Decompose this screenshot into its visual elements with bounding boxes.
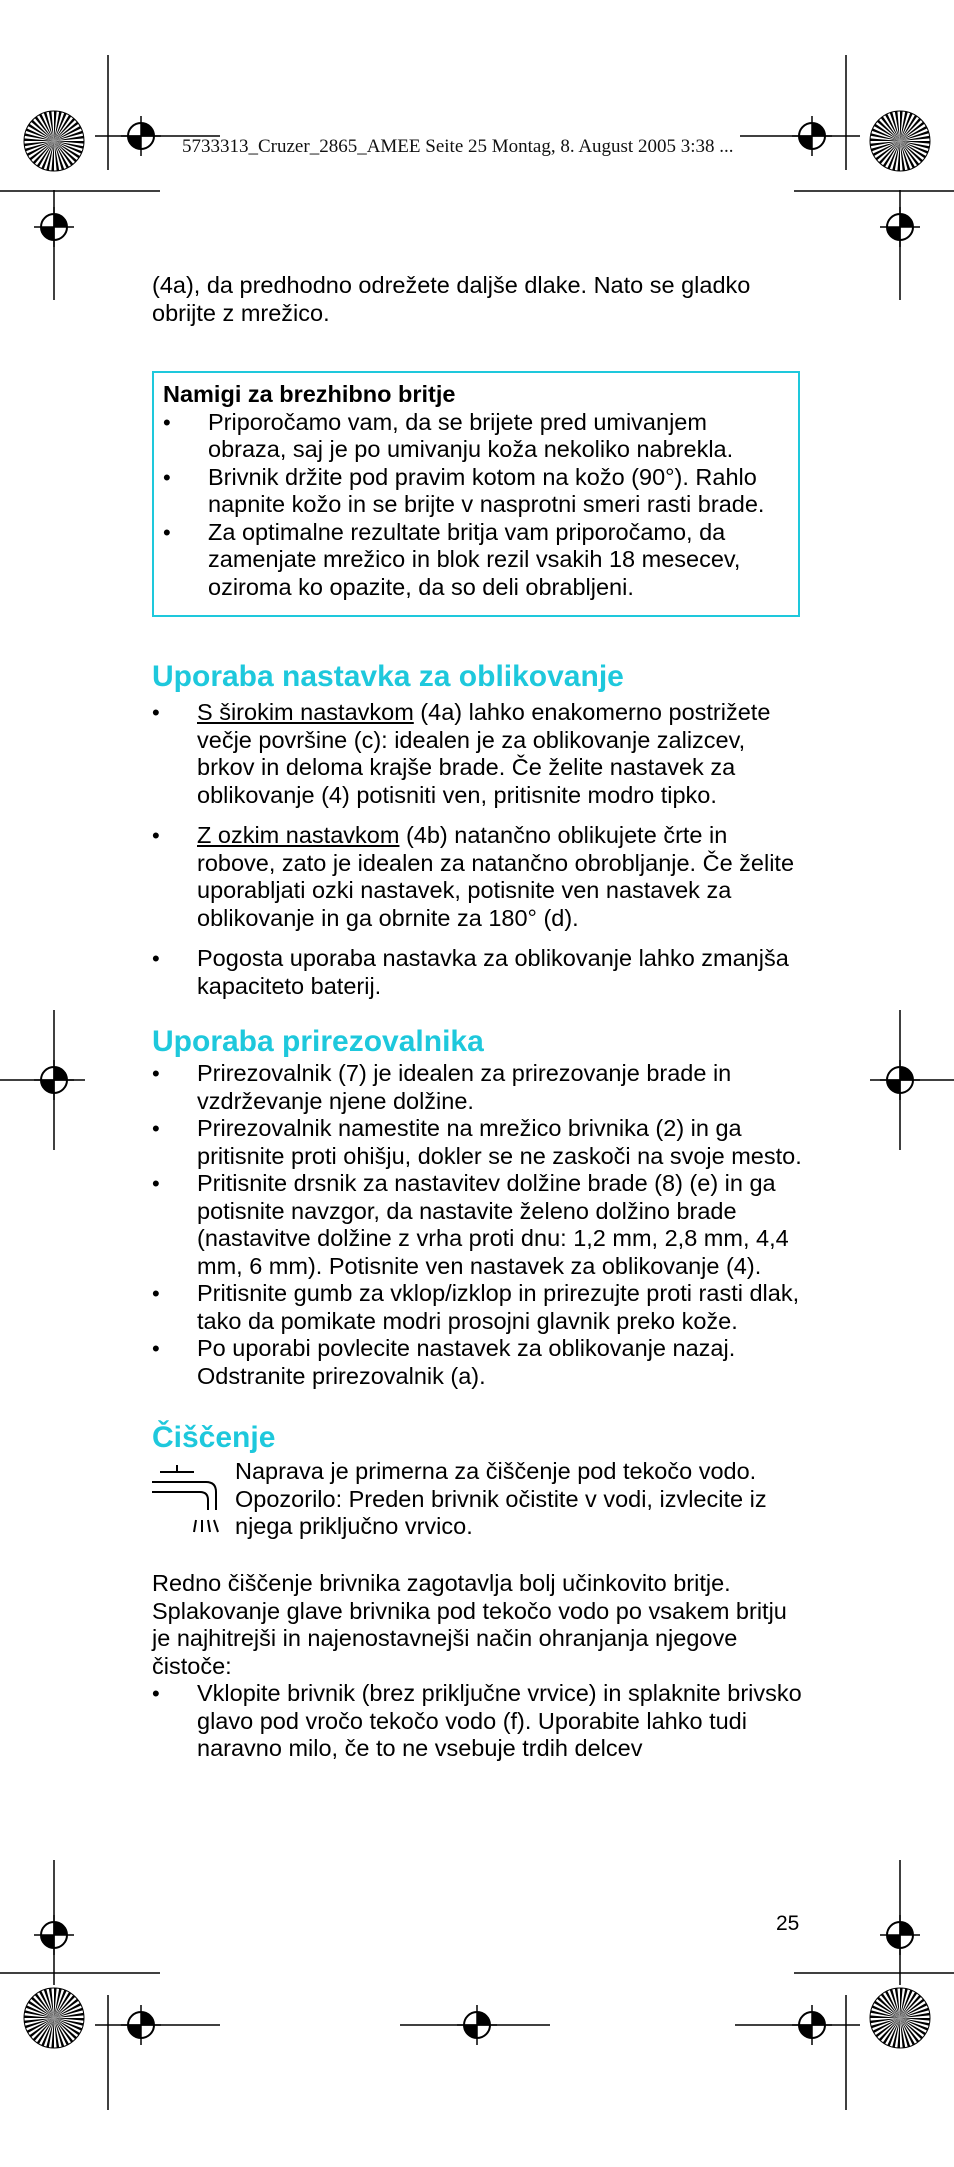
intro-paragraph: (4a), da predhodno odrežete daljše dlake. Nato se gladko obrijte z mrežico. bbox=[152, 272, 751, 326]
section-heading-trimmer: Uporaba prirezovalnika bbox=[152, 1025, 484, 1058]
section-heading-cleaning: Čiščenje bbox=[152, 1421, 276, 1454]
list-item: • Vklopite brivnik (brez priključne vrvice) in splaknite brivsko glavo pod vročo tekočo vodo (f). Uporabite lahko tudi naravno milo, če to ne vsebuje trdih delcev bbox=[152, 1680, 802, 1763]
list-item: • Za optimalne rezultate britja vam priporočamo, da zamenjate mrežico in blok rezil vsakih 18 mesecev, oziroma ko opazite, da so deli obrabljeni. bbox=[163, 519, 790, 602]
item-text: (4b) natančno oblikujete črte in robove, zato je idealen za natančno obrobljanje. Če želite uporabljati ozki nastavek, potisnite ven nastavek za oblikovanje in ga obrnite za 180° (d). bbox=[197, 822, 795, 931]
tips-list bbox=[163, 409, 790, 602]
underlined-term: S širokim nastavkom bbox=[197, 699, 414, 725]
list-item bbox=[152, 699, 802, 809]
trimmer-list bbox=[152, 1060, 802, 1390]
list-item: • Prirezovalnik (7) je idealen za prirezovanje brade in vzdrževanje njene dolžine. bbox=[152, 1060, 802, 1115]
list-item: • Pritisnite gumb za vklop/izklop in prirezujte proti rasti dlak, tako da pomikate modri prosojni glavnik preko kože. bbox=[152, 1280, 802, 1335]
cleaning-notice-text: Naprava je primerna za čiščenje pod tekočo vodo. Opozorilo: Preden brivnik očistite v vodi, izvlecite iz njega priključno vrvico. bbox=[235, 1458, 767, 1539]
styling-list bbox=[152, 699, 802, 1000]
cleaning-paragraph: Redno čiščenje brivnika zagotavlja bolj učinkovito britje. Splakovanje glave brivnika pod tekočo vodo po vsakem britju je najhitrejši in najenostavnejši način ohranjanja njegove čistoče: bbox=[152, 1570, 787, 1679]
registration-star-mark bbox=[24, 111, 84, 171]
underlined-term: Z ozkim nastavkom bbox=[197, 822, 400, 848]
list-item: • Po uporabi povlecite nastavek za oblikovanje nazaj. Odstranite prirezovalnik (a). bbox=[152, 1335, 802, 1390]
list-item bbox=[152, 822, 802, 932]
section-heading-styling: Uporaba nastavka za oblikovanje bbox=[152, 660, 624, 693]
list-item: • Priporočamo vam, da se brijete pred umivanjem obraza, saj je po umivanju koža nekoliko nabrekla. bbox=[163, 409, 790, 464]
list-item: • Brivnik držite pod pravim kotom na kožo (90°). Rahlo napnite kožo in se brijte v nasprotni smeri rasti brade. bbox=[163, 464, 790, 519]
registration-star-mark bbox=[870, 1988, 930, 2048]
registration-star-mark bbox=[870, 111, 930, 171]
list-item: • Pritisnite drsnik za nastavitev dolžine brade (8) (e) in ga potisnite navzgor, da nastavite želeno dolžino brade (nastavitve dolžine z vrha proti dnu: 1,2 mm, 2,8 mm, 4,4 mm, 6 mm). Potisnite ven nastavek za oblikovanje (4). bbox=[152, 1170, 802, 1280]
item-text: (4a) lahko enakomerno postrižete večje površine (c): idealen je za oblikovanje zalizcev, brkov in deloma krajše brade. Če želite nastavek za oblikovanje (4) potisniti ven, pritisnite modro tipko. bbox=[197, 699, 771, 808]
list-item: • Pogosta uporaba nastavka za oblikovanje lahko zmanjša kapaciteto baterij. bbox=[152, 945, 802, 1000]
cleaning-list bbox=[152, 1680, 802, 1763]
cleaning-notice bbox=[152, 1458, 802, 1542]
page-number: 25 bbox=[776, 1912, 800, 1935]
tips-box bbox=[152, 371, 800, 617]
running-head: 5733313_Cruzer_2865_AMEE Seite 25 Montag, 8. August 2005 3:38 ... bbox=[182, 136, 734, 157]
page-content bbox=[152, 272, 802, 1763]
water-tap-icon bbox=[152, 1462, 222, 1542]
list-item: • Prirezovalnik namestite na mrežico brivnika (2) in ga pritisnite proti ohišju, dokler se ne zaskoči na svoje mesto. bbox=[152, 1115, 802, 1170]
registration-star-mark bbox=[24, 1988, 84, 2048]
tips-title: Namigi za brezhibno britje bbox=[163, 381, 456, 407]
